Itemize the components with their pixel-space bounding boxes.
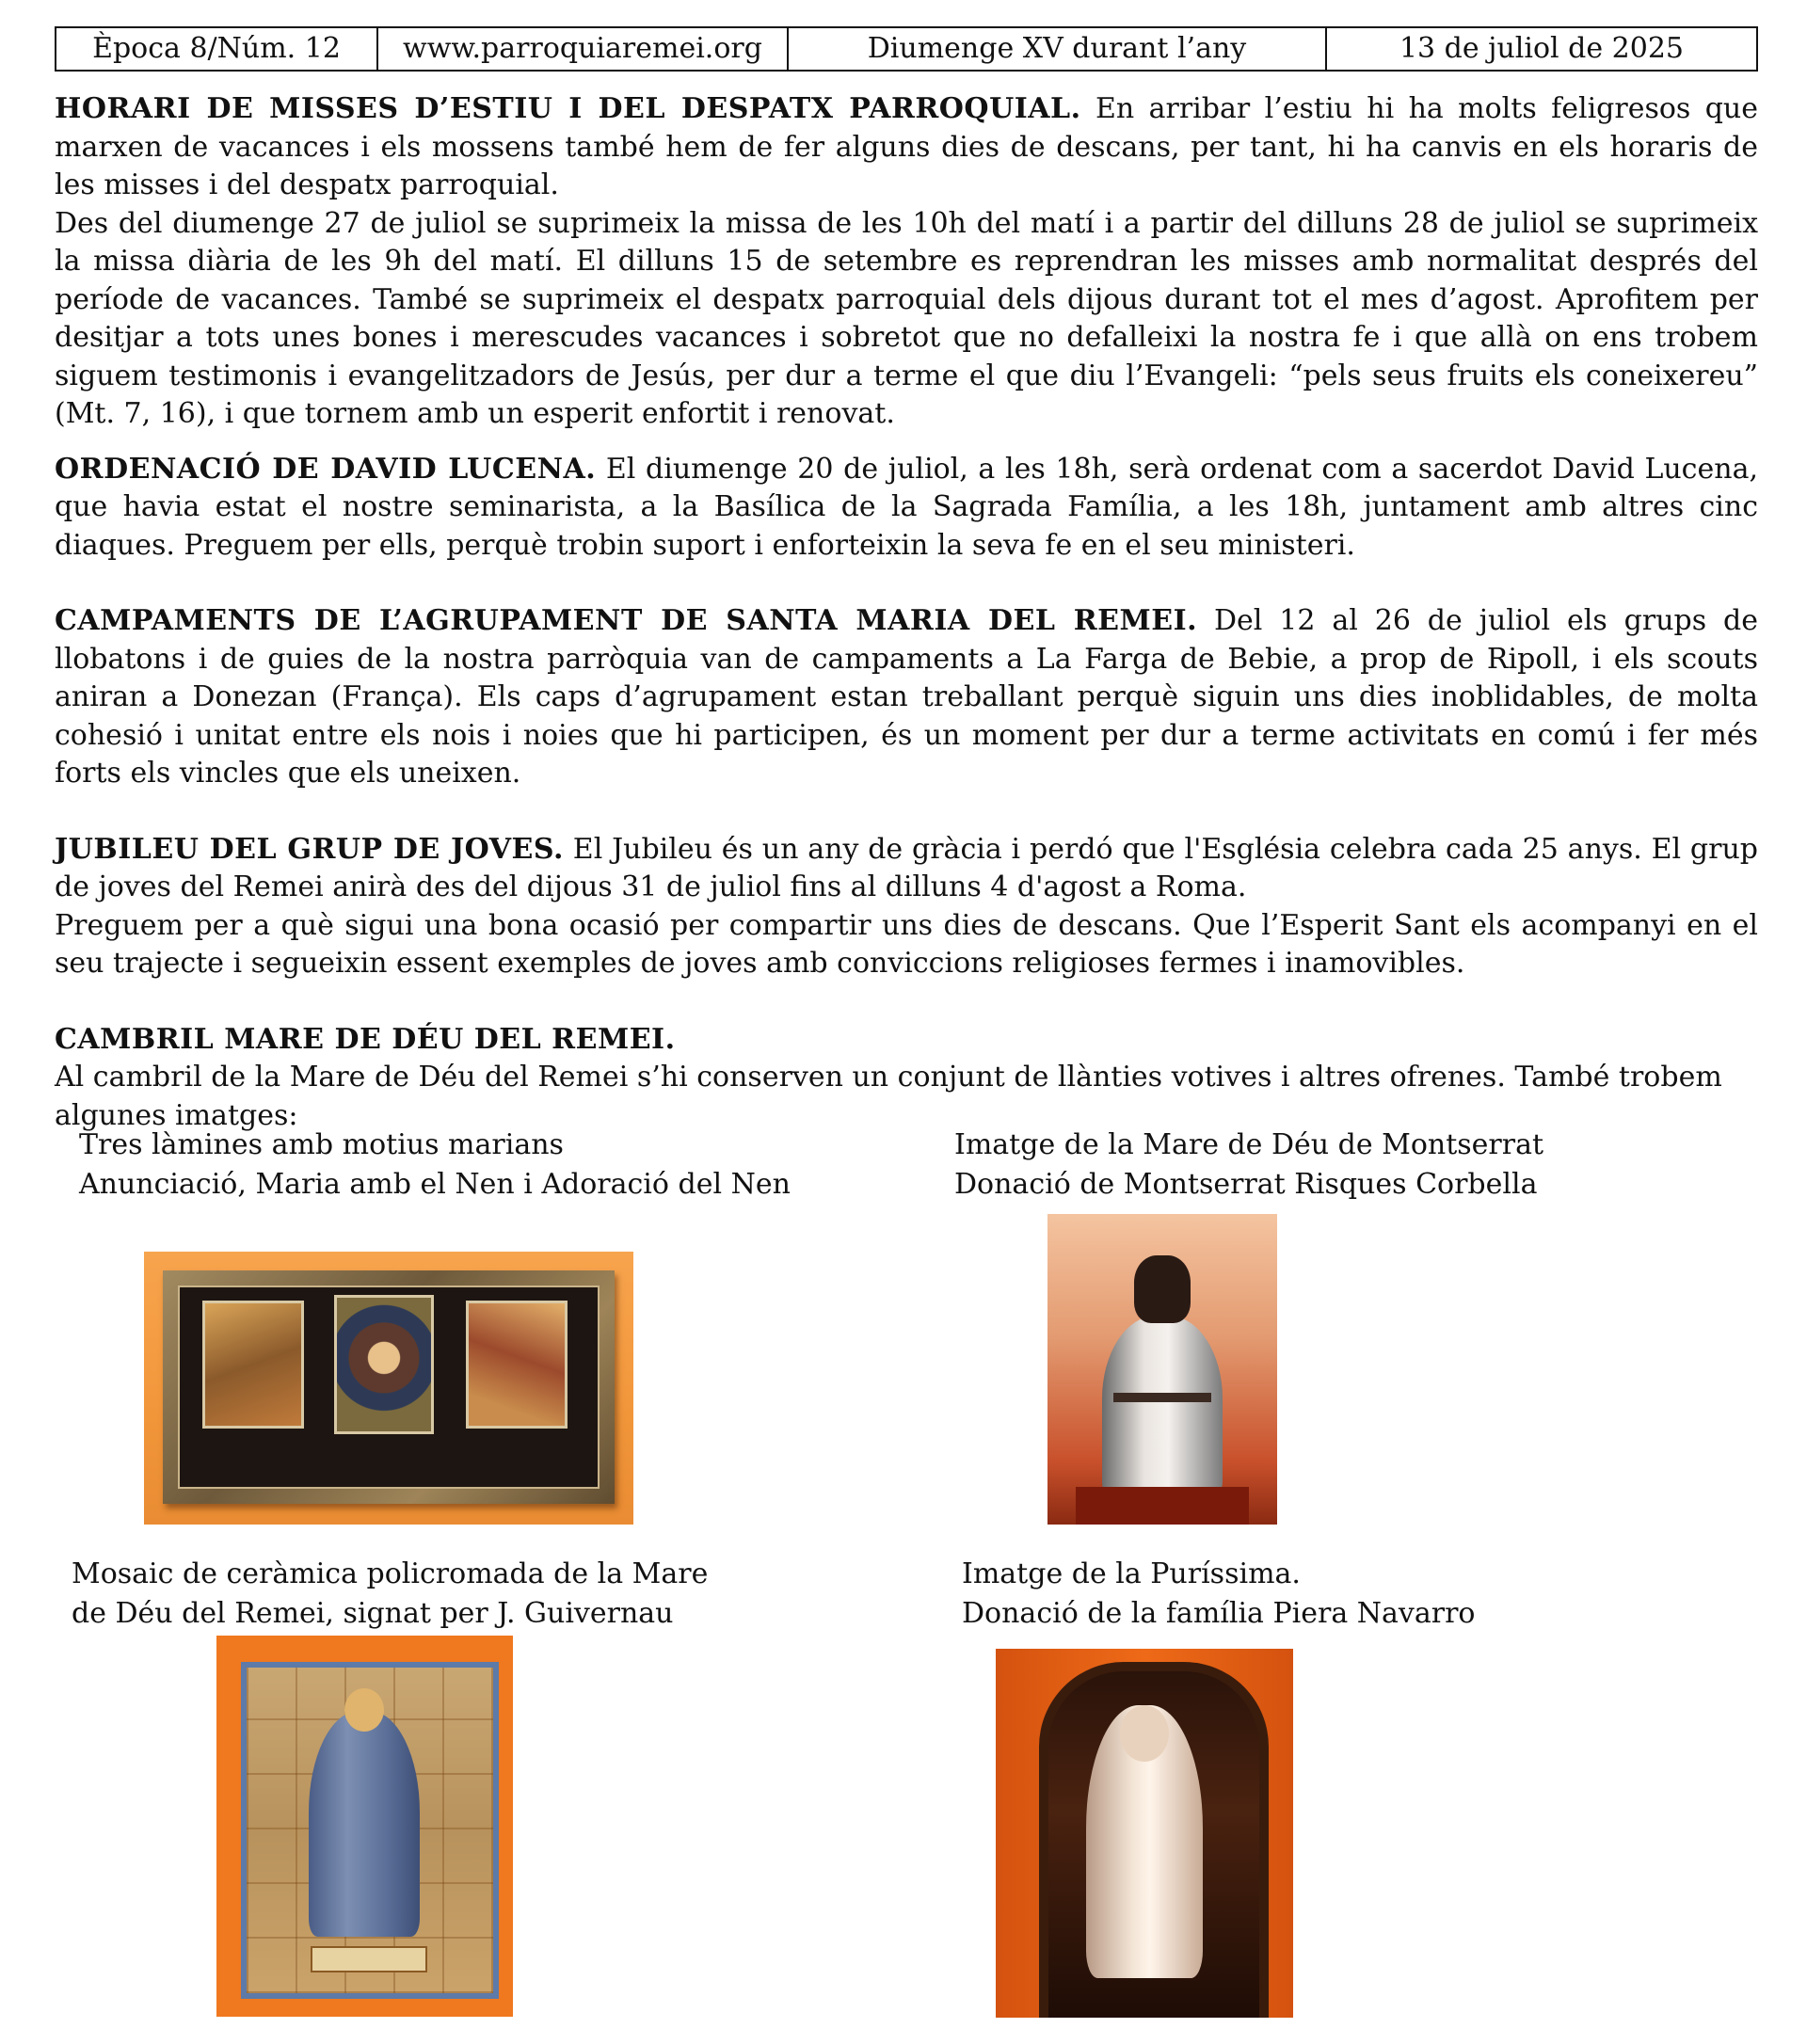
horari-intro-paragraph [55, 90, 1758, 205]
horari-intro: En arribar l’estiu hi ha molts feligresos que marxen de vacances i els mossens també hem de fer alguns dies de descans, per tant, hi ha canvis en els horaris de les misses i del despatx parroquial. [55, 92, 1758, 201]
caption-montserrat-line2: Donació de Montserrat Risques Corbella [954, 1168, 1538, 1201]
jubileu-body: El Jubileu és un any de gràcia i perdó que l'Església celebra cada 25 anys. El grup de joves del Remei anirà des del dijous 31 de juliol fins al dilluns 4 d'agost a Roma. [55, 832, 1758, 903]
laminas-photo [144, 1252, 633, 1525]
caption-laminas-line2: Anunciació, Maria amb el Nen i Adoració del Nen [79, 1168, 791, 1201]
caption-mosaic-line1: Mosaic de ceràmica policromada de la Mare [72, 1557, 709, 1590]
ordenacio-title: ORDENACIÓ DE DAVID LUCENA. [55, 452, 597, 486]
liturgical-day: Diumenge XV durant l’any [789, 28, 1327, 70]
caption-montserrat [954, 1126, 1543, 1205]
caption-purissima-line1: Imatge de la Puríssima. [962, 1557, 1301, 1590]
jubileu-paragraph [55, 831, 1758, 907]
jubileu-title: JUBILEU DEL GRUP DE JOVES. [55, 832, 564, 866]
caption-laminas-line1: Tres làmines amb motius marians [79, 1128, 564, 1161]
issue-number: Època 8/Núm. 12 [56, 28, 378, 70]
issue-date: 13 de juliol de 2025 [1399, 32, 1685, 65]
caption-purissima-line2: Donació de la família Piera Navarro [962, 1597, 1476, 1630]
bulletin-page [55, 26, 1758, 1135]
caption-mosaic [72, 1555, 708, 1634]
horari-body: Des del diumenge 27 de juliol se suprimeix la missa de les 10h del matí i a partir del dilluns 28 de juliol se suprimeix la missa diària de les 9h del matí. El dilluns 15 de setembre es reprendran les misses amb normalitat després del període de vacances. També se suprimeix el despatx parroquial dels dijous durant tot el mes d’agost. Aprofitem per desitjar a tots unes bones i merescudes vacances i sobretot que no defalleixi la nostra fe i que allà on ens trobem siguem testimonis i evangelitzadors de Jesús, per dur a terme el que diu l’Evangeli: “pels seus fruits els coneixereu” (Mt. 7, 16), i que tornem amb un esperit enfortit i renovat. [55, 206, 1758, 430]
montserrat-photo [1047, 1214, 1277, 1525]
adoration-plate [466, 1301, 568, 1429]
section-cambril [55, 1021, 1758, 1136]
caption-laminas [79, 1126, 791, 1205]
section-jubileu [55, 831, 1758, 983]
mosaic-photo [216, 1636, 513, 2017]
annunciation-plate [202, 1301, 304, 1429]
ordenacio-paragraph [55, 451, 1758, 566]
section-horari [55, 90, 1758, 434]
section-campaments [55, 602, 1758, 793]
madonna-child-plate [334, 1295, 434, 1434]
caption-purissima [962, 1555, 1475, 1634]
jubileu-body-2: Preguem per a què sigui una bona ocasió per compartir uns dies de descans. Que l’Esperit Sant els acompanyi en el seu trajecte i segueixin essent exemples de joves amb conviccions religioses fermes i inamovibles. [55, 908, 1758, 980]
header-table [55, 26, 1758, 72]
cambril-title: CAMBRIL MARE DE DÉU DEL REMEI. [55, 1022, 676, 1056]
ordenacio-body: El diumenge 20 de juliol, a les 18h, serà ordenat com a sacerdot David Lucena, que havia estat el nostre seminarista, a la Basílica de la Sagrada Família, a les 18h, juntament amb altres cinc diaques. Preguem per ells, perquè trobin suport i enforteixin la seva fe en el seu ministeri. [55, 452, 1758, 562]
campaments-body: Del 12 al 26 de juliol els grups de llobatons i de guies de la nostra parròquia van de campaments a La Farga de Bebie, a prop de Ripoll, i els scouts aniran a Donezan (França). Els caps d’agrupament estan treballant perquè siguin uns dies inoblidables, de molta cohesió i unitat entre els nois i noies que hi participen, és un moment per dur a terme activitats en comú i fer més forts els vincles que els uneixen. [55, 604, 1758, 790]
campaments-title: CAMPAMENTS DE L’AGRUPAMENT DE SANTA MARIA DEL REMEI. [55, 604, 1198, 637]
cambril-body: Al cambril de la Mare de Déu del Remei s’hi conserven un conjunt de llànties votives i altres ofrenes. També trobem algunes imatges: [55, 1061, 1722, 1132]
purissima-photo [996, 1649, 1293, 2018]
triptych-frame [163, 1270, 615, 1504]
caption-montserrat-line1: Imatge de la Mare de Déu de Montserrat [954, 1128, 1544, 1161]
section-ordenacio [55, 451, 1758, 566]
website-link[interactable]: www.parroquiaremei.org [378, 28, 789, 70]
horari-title: HORARI DE MISSES D’ESTIU I DEL DESPATX PARROQUIAL. [55, 92, 1081, 125]
caption-mosaic-line2: de Déu del Remei, signat per J. Guivernau [72, 1597, 674, 1630]
campaments-paragraph [55, 602, 1758, 793]
